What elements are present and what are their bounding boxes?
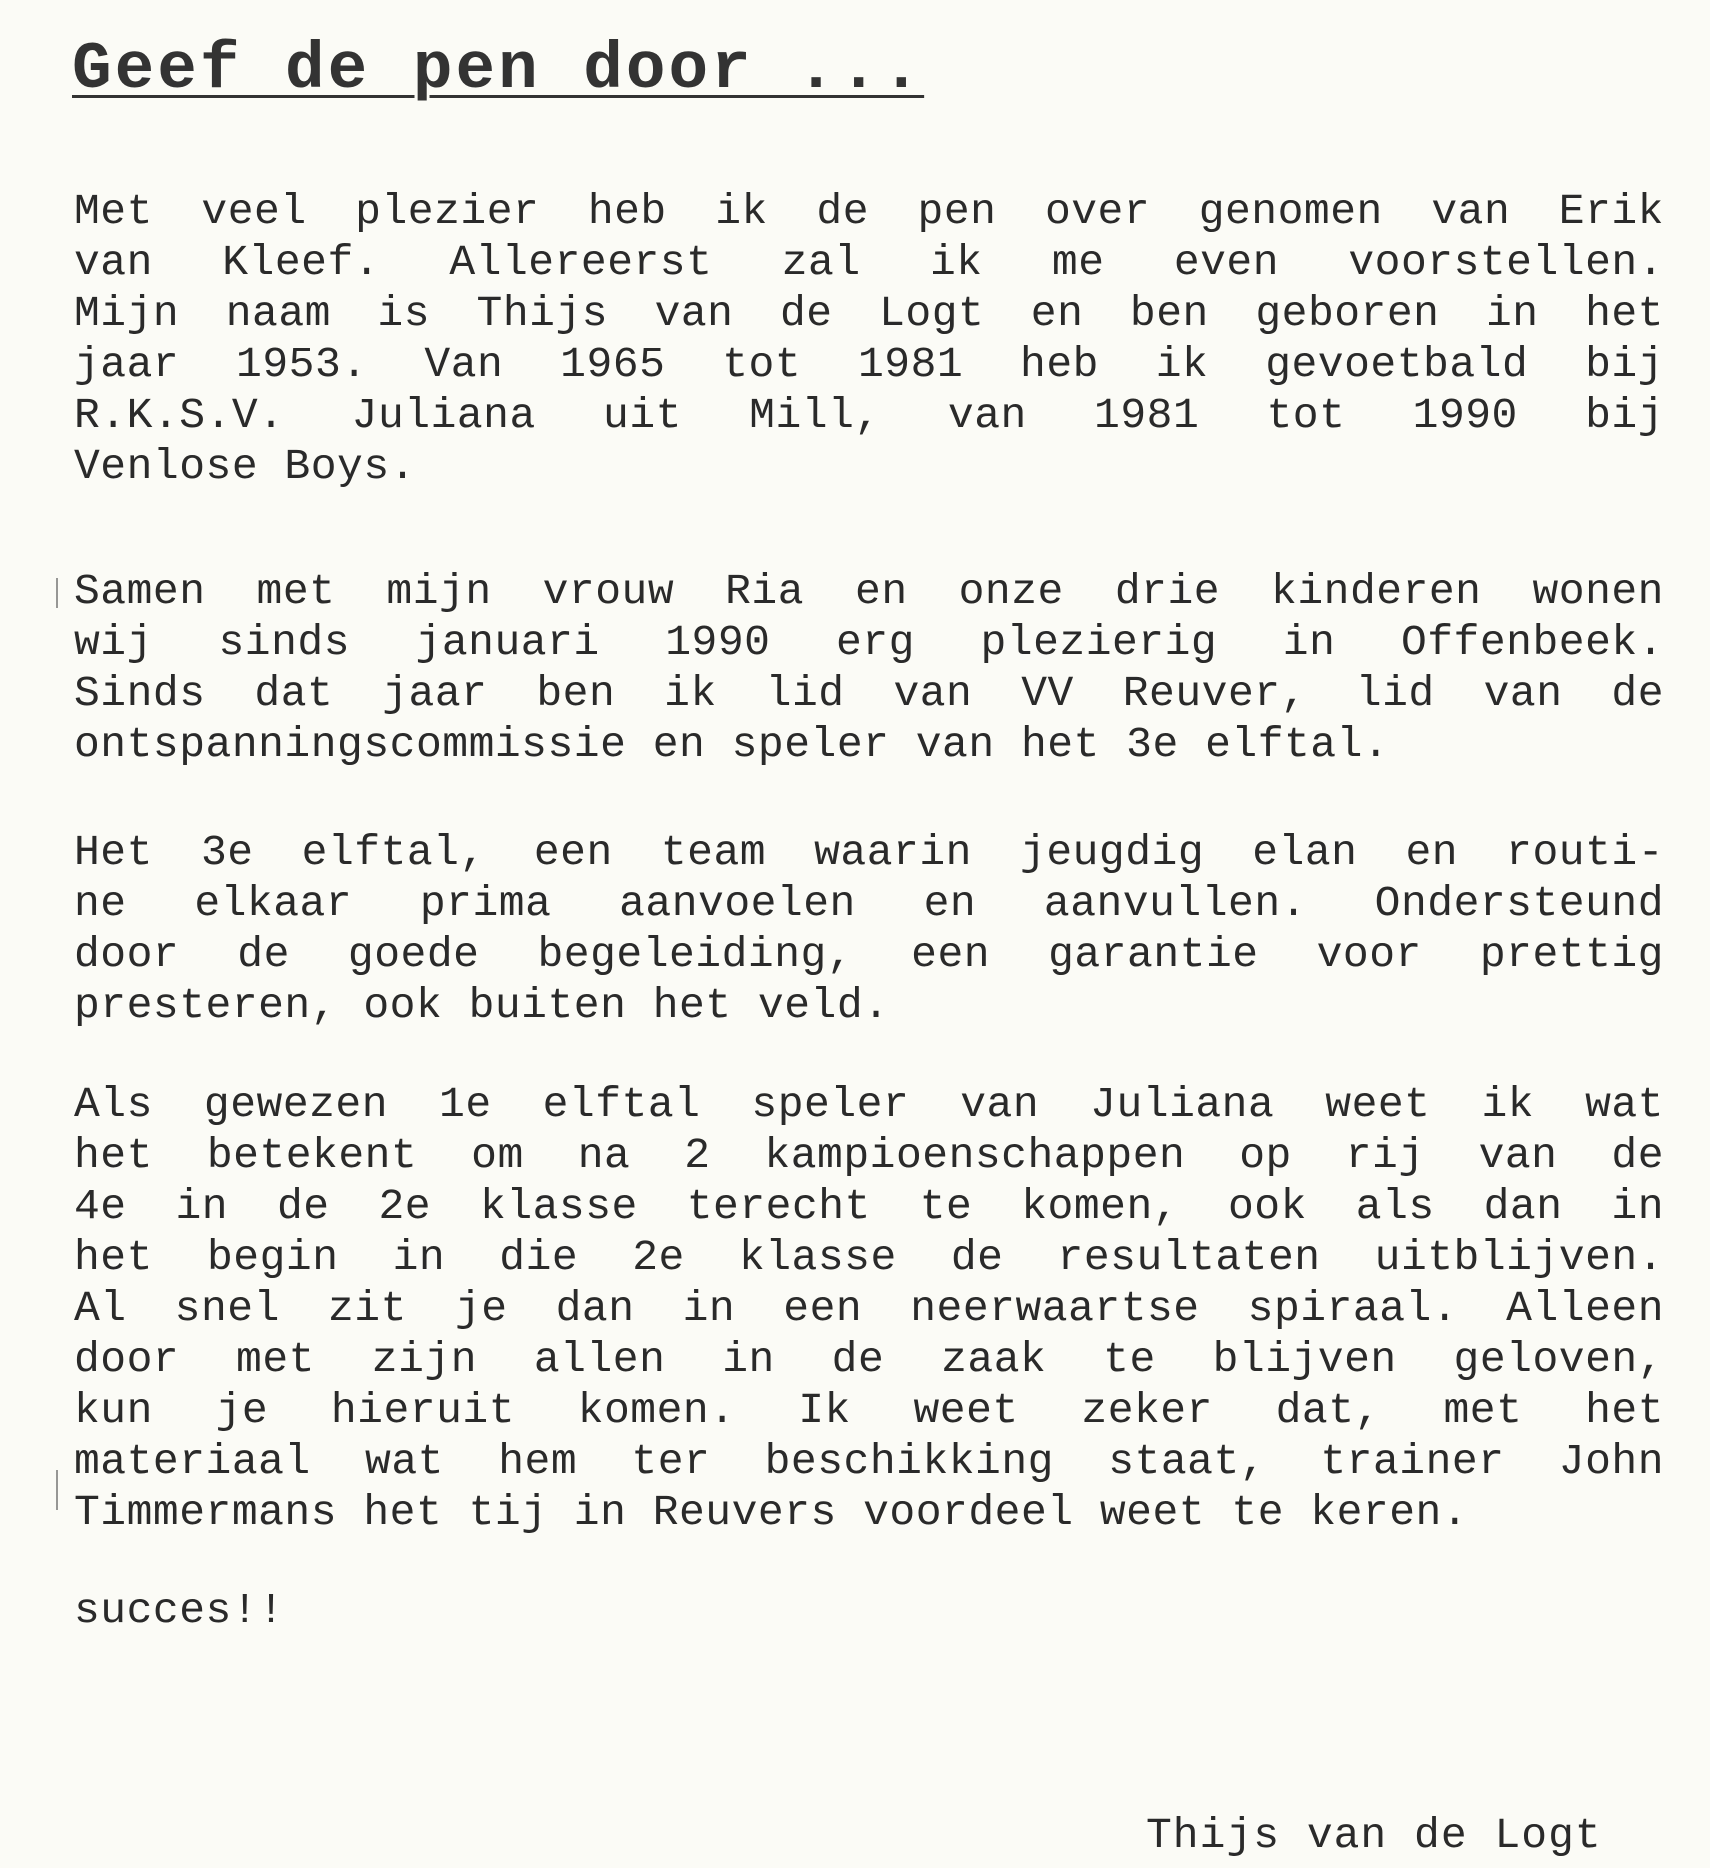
text-line: Timmermans het tij in Reuvers voordeel weet te keren. [74, 1488, 1469, 1537]
text-line: jaar 1953. Van 1965 tot 1981 heb ik gevoetbald bij [74, 340, 1664, 389]
paragraph-family [74, 566, 1664, 770]
paragraph-introduction [74, 186, 1664, 492]
text-line: Mijn naam is Thijs van de Logt en ben geboren in het [74, 289, 1664, 338]
text-line: ontspanningscommissie en speler van het 3e elftal. [74, 720, 1390, 769]
text-line: 4e in de 2e klasse terecht te komen, ook als dan in [74, 1182, 1664, 1231]
text-line: wij sinds januari 1990 erg plezierig in Offenbeek. [74, 618, 1664, 667]
text-line: Samen met mijn vrouw Ria en onze drie kinderen wonen [74, 567, 1664, 616]
text-line: kun je hieruit komen. Ik weet zeker dat, met het [74, 1386, 1664, 1435]
text-line: ne elkaar prima aanvoelen en aanvullen. Ondersteund [74, 879, 1664, 928]
text-line: Het 3e elftal, een team waarin jeugdig elan en routi- [74, 828, 1664, 877]
text-line: door de goede begeleiding, een garantie voor prettig [74, 930, 1664, 979]
text-line: Als gewezen 1e elftal speler van Juliana weet ik wat [74, 1080, 1664, 1129]
text-line: het begin in die 2e klasse de resultaten uitblijven. [74, 1233, 1664, 1282]
article-title: Geef de pen door ... [72, 32, 925, 107]
text-line: door met zijn allen in de zaak te blijven geloven, [74, 1335, 1664, 1384]
paragraph-juliana [74, 1079, 1664, 1538]
text-line: Al snel zit je dan in een neerwaartse spiraal. Alleen [74, 1284, 1664, 1333]
text-line: Sinds dat jaar ben ik lid van VV Reuver, lid van de [74, 669, 1664, 718]
closing-line: succes!! [74, 1586, 285, 1635]
text-line: Met veel plezier heb ik de pen over genomen van Erik [74, 187, 1664, 236]
text-line: het betekent om na 2 kampioenschappen op rij van de [74, 1131, 1664, 1180]
margin-scan-mark [56, 578, 58, 608]
text-line: presteren, ook buiten het veld. [74, 981, 890, 1030]
text-line: materiaal wat hem ter beschikking staat, trainer John [74, 1437, 1664, 1486]
margin-scan-mark [56, 1470, 58, 1510]
text-line: R.K.S.V. Juliana uit Mill, van 1981 tot 1990 bij [74, 391, 1664, 440]
text-line: Venlose Boys. [74, 442, 416, 491]
paragraph-third-team [74, 827, 1664, 1031]
author-signature: Thijs van de Logt [1146, 1811, 1602, 1860]
text-line: van Kleef. Allereerst zal ik me even voorstellen. [74, 238, 1664, 287]
